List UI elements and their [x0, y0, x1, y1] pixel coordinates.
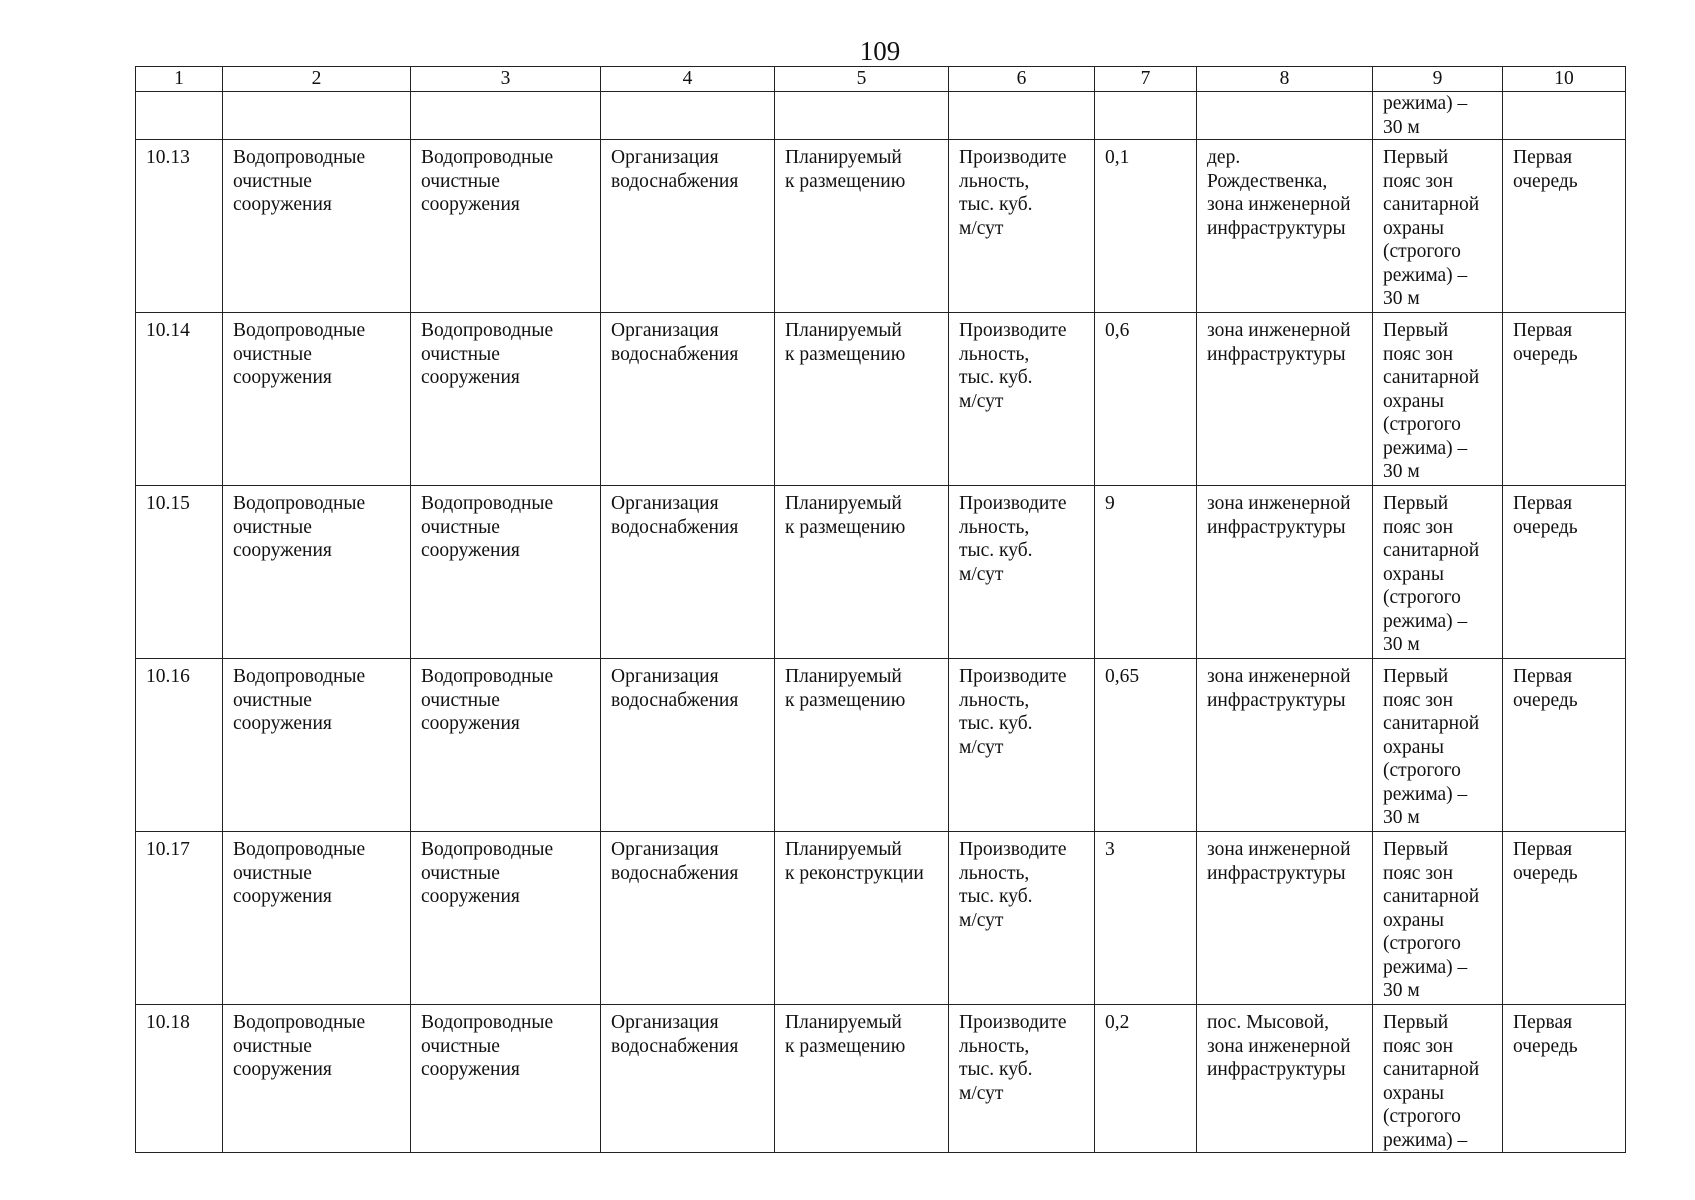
table-row	[136, 313, 1626, 486]
status-cell	[775, 486, 949, 659]
cell-line: Планируемый	[785, 493, 902, 514]
object-type-cell	[411, 486, 601, 659]
cell-line: Планируемый	[785, 320, 902, 341]
sanitary-zone-cell	[1373, 659, 1503, 832]
cell-line: льность,	[959, 516, 1030, 538]
column-number: 2	[223, 67, 411, 92]
cell-line: м/сут	[959, 563, 1004, 585]
table-row	[136, 140, 1626, 313]
cell-line: инфраструктуры	[1207, 689, 1346, 711]
location-cell	[1197, 313, 1373, 486]
sanitary-zone-cell	[1373, 832, 1503, 1005]
column-number: 10	[1503, 67, 1626, 92]
cell-line: тыс. куб.	[959, 1059, 1033, 1080]
value-cell: 3	[1095, 832, 1197, 1005]
cell-line: Водопроводные	[233, 1012, 366, 1033]
column-number-row	[136, 67, 1626, 92]
cell-line: сооружения	[233, 540, 332, 561]
planned-facilities-table	[135, 66, 1626, 1153]
cell-line: сооружения	[233, 713, 332, 734]
cell-line: Первая	[1513, 839, 1573, 860]
characteristic-cell	[949, 832, 1095, 1005]
cell-line: охраны	[1383, 736, 1444, 758]
cell-line: инфраструктуры	[1207, 862, 1346, 884]
sanitary-zone-cell	[1373, 1005, 1503, 1153]
cell-line: Первый	[1383, 493, 1449, 514]
cell-line: (строгого	[1383, 587, 1461, 608]
row-number-cell: 10.13	[136, 140, 223, 313]
table-row	[136, 486, 1626, 659]
cell-line: Производите	[959, 666, 1067, 687]
cell-line: к реконструкции	[785, 862, 924, 884]
page-number: 109	[859, 36, 901, 66]
cell-line: м/сут	[959, 736, 1004, 758]
table-cell	[136, 92, 223, 140]
value-cell: 9	[1095, 486, 1197, 659]
cell-line: Планируемый	[785, 147, 902, 168]
row-number-cell: 10.14	[136, 313, 223, 486]
cell-line: водоснабжения	[611, 343, 739, 365]
location-cell	[1197, 659, 1373, 832]
table-cell	[949, 92, 1095, 140]
table-cell	[1197, 92, 1373, 140]
cell-line: инфраструктуры	[1207, 217, 1346, 239]
purpose-cell	[601, 832, 775, 1005]
cell-line: м/сут	[959, 1082, 1004, 1104]
column-number: 4	[601, 67, 775, 92]
table-cell	[601, 92, 775, 140]
cell-line: Планируемый	[785, 1012, 902, 1033]
cell-line: тыс. куб.	[959, 194, 1033, 215]
cell-line: сооружения	[421, 367, 520, 388]
cell-line: санитарной	[1383, 194, 1480, 215]
cell-line: Производите	[959, 1012, 1067, 1033]
characteristic-cell	[949, 486, 1095, 659]
cell-line: санитарной	[1383, 713, 1480, 734]
object-type-cell	[411, 1005, 601, 1153]
cell-line: сооружения	[421, 713, 520, 734]
cell-line: сооружения	[233, 367, 332, 388]
cell-line: охраны	[1383, 217, 1444, 239]
cell-line: Производите	[959, 147, 1067, 168]
cell-line: очистные	[233, 1035, 312, 1057]
table-row	[136, 1005, 1626, 1153]
cell-line: (строгого	[1383, 760, 1461, 781]
row-number-cell: 10.18	[136, 1005, 223, 1153]
cell-line: режима) –	[1383, 93, 1468, 114]
row-number-cell: 10.15	[136, 486, 223, 659]
object-name-cell	[223, 313, 411, 486]
cell-line: Планируемый	[785, 666, 902, 687]
cell-line: льность,	[959, 1035, 1030, 1057]
cell-line: охраны	[1383, 563, 1444, 585]
cell-line: пояс зон	[1383, 516, 1454, 538]
cell-line: зона инженерной	[1207, 320, 1351, 341]
object-name-cell	[223, 140, 411, 313]
cell-line: Водопроводные	[233, 147, 366, 168]
cell-line: 30 м	[1383, 634, 1420, 655]
cell-line: режима) –	[1383, 264, 1468, 286]
cell-line: льность,	[959, 170, 1030, 192]
cell-line: м/сут	[959, 217, 1004, 239]
stage-cell	[1503, 832, 1626, 1005]
cell-line: водоснабжения	[611, 170, 739, 192]
cell-line: Водопроводные	[421, 493, 554, 514]
stage-cell	[1503, 659, 1626, 832]
table-body	[136, 140, 1626, 1153]
cell-line: Водопроводные	[233, 666, 366, 687]
cell-line: Первый	[1383, 839, 1449, 860]
object-name-cell	[223, 832, 411, 1005]
purpose-cell	[601, 313, 775, 486]
status-cell	[775, 832, 949, 1005]
cell-line: очередь	[1513, 1035, 1578, 1057]
cell-line: санитарной	[1383, 1059, 1480, 1080]
cell-line: очередь	[1513, 516, 1578, 538]
cell-line: режима) –	[1383, 1129, 1468, 1151]
sanitary-zone-cell	[1373, 140, 1503, 313]
cell-line: санитарной	[1383, 367, 1480, 388]
cell-line: Организация	[611, 147, 719, 168]
cell-line: очередь	[1513, 343, 1578, 365]
status-cell	[775, 313, 949, 486]
cell-line: сооружения	[233, 886, 332, 907]
cell-line: очистные	[233, 170, 312, 192]
cell-line: зона инженерной	[1207, 194, 1351, 215]
cell-line: охраны	[1383, 909, 1444, 931]
cell-line: Организация	[611, 493, 719, 514]
cell-line: 30 м	[1383, 807, 1420, 828]
cell-line: санитарной	[1383, 886, 1480, 907]
row-number-cell: 10.17	[136, 832, 223, 1005]
cell-line: Водопроводные	[421, 1012, 554, 1033]
cell-line: режима) –	[1383, 956, 1468, 978]
cell-line: льность,	[959, 862, 1030, 884]
cell-line: санитарной	[1383, 540, 1480, 561]
sanitary-zone-cell	[1373, 92, 1503, 140]
cell-line: Водопроводные	[421, 666, 554, 687]
value-cell: 0,2	[1095, 1005, 1197, 1153]
cell-line: очистные	[421, 516, 500, 538]
cell-line: пояс зон	[1383, 689, 1454, 711]
sanitary-zone-cell	[1373, 313, 1503, 486]
status-cell	[775, 140, 949, 313]
cell-line: Первый	[1383, 666, 1449, 687]
cell-line: сооружения	[233, 194, 332, 215]
cell-line: Водопроводные	[421, 147, 554, 168]
location-cell	[1197, 1005, 1373, 1153]
table-cell	[1095, 92, 1197, 140]
status-cell	[775, 659, 949, 832]
object-name-cell	[223, 1005, 411, 1153]
cell-line: режима) –	[1383, 437, 1468, 459]
cell-line: льность,	[959, 689, 1030, 711]
characteristic-cell	[949, 659, 1095, 832]
object-type-cell	[411, 832, 601, 1005]
cell-line: инфраструктуры	[1207, 516, 1346, 538]
cell-line: пояс зон	[1383, 343, 1454, 365]
object-type-cell	[411, 313, 601, 486]
cell-line: очистные	[421, 343, 500, 365]
location-cell	[1197, 486, 1373, 659]
cell-line: инфраструктуры	[1207, 1059, 1346, 1080]
cell-line: Организация	[611, 320, 719, 341]
cell-line: Планируемый	[785, 839, 902, 860]
cell-line: Первая	[1513, 147, 1573, 168]
column-number: 5	[775, 67, 949, 92]
value-cell: 0,1	[1095, 140, 1197, 313]
stage-cell	[1503, 313, 1626, 486]
cell-line: очередь	[1513, 862, 1578, 884]
cell-line: Первая	[1513, 666, 1573, 687]
cell-line: льность,	[959, 343, 1030, 365]
cell-line: 30 м	[1383, 980, 1420, 1001]
cell-line: Первый	[1383, 1012, 1449, 1033]
cell-line: очередь	[1513, 170, 1578, 192]
cell-line: пос. Мысовой,	[1207, 1012, 1330, 1033]
cell-line: к размещению	[785, 1035, 906, 1057]
value-cell: 0,6	[1095, 313, 1197, 486]
table-cell	[775, 92, 949, 140]
cell-line: зона инженерной	[1207, 1035, 1351, 1057]
cell-line: сооружения	[421, 1059, 520, 1080]
cell-line: очистные	[233, 516, 312, 538]
cell-line: Рождественка,	[1207, 170, 1328, 192]
table-cell	[223, 92, 411, 140]
cell-line: Производите	[959, 493, 1067, 514]
object-name-cell	[223, 659, 411, 832]
location-cell	[1197, 140, 1373, 313]
sanitary-zone-cell	[1373, 486, 1503, 659]
purpose-cell	[601, 659, 775, 832]
value-cell: 0,65	[1095, 659, 1197, 832]
cell-line: к размещению	[785, 343, 906, 365]
cell-line: водоснабжения	[611, 1035, 739, 1057]
cell-line: инфраструктуры	[1207, 343, 1346, 365]
cell-line: Водопроводные	[421, 320, 554, 341]
cell-line: Производите	[959, 839, 1067, 860]
cell-line: м/сут	[959, 909, 1004, 931]
column-number: 9	[1373, 67, 1503, 92]
cell-line: Организация	[611, 666, 719, 687]
stage-cell	[1503, 140, 1626, 313]
table-row	[136, 832, 1626, 1005]
cell-line: зона инженерной	[1207, 666, 1351, 687]
row-number-cell: 10.16	[136, 659, 223, 832]
cell-line: к размещению	[785, 516, 906, 538]
cell-line: очистные	[421, 170, 500, 192]
cell-line: тыс. куб.	[959, 367, 1033, 388]
characteristic-cell	[949, 140, 1095, 313]
characteristic-cell	[949, 1005, 1095, 1153]
cell-line: очистные	[421, 862, 500, 884]
cell-line: (строгого	[1383, 933, 1461, 954]
cell-line: Первый	[1383, 320, 1449, 341]
cell-line: водоснабжения	[611, 516, 739, 538]
cell-line: м/сут	[959, 390, 1004, 412]
column-number: 8	[1197, 67, 1373, 92]
cell-line: Организация	[611, 839, 719, 860]
cell-line: Водопроводные	[233, 839, 366, 860]
object-type-cell	[411, 140, 601, 313]
cell-line: очистные	[233, 862, 312, 884]
cell-line: очистные	[233, 689, 312, 711]
cell-line: режима) –	[1383, 783, 1468, 805]
cell-line: 30 м	[1383, 288, 1420, 309]
cell-line: тыс. куб.	[959, 713, 1033, 734]
cell-line: зона инженерной	[1207, 493, 1351, 514]
table-row	[136, 659, 1626, 832]
cell-line: очистные	[421, 689, 500, 711]
cell-line: зона инженерной	[1207, 839, 1351, 860]
cell-line: сооружения	[233, 1059, 332, 1080]
table-cell	[411, 92, 601, 140]
continuation-row	[136, 92, 1626, 140]
cell-line: очистные	[421, 1035, 500, 1057]
cell-line: сооружения	[421, 194, 520, 215]
status-cell	[775, 1005, 949, 1153]
cell-line: (строгого	[1383, 241, 1461, 262]
cell-line: Организация	[611, 1012, 719, 1033]
column-number: 6	[949, 67, 1095, 92]
purpose-cell	[601, 486, 775, 659]
column-number: 3	[411, 67, 601, 92]
column-number: 7	[1095, 67, 1197, 92]
cell-line: 30 м	[1383, 116, 1420, 138]
stage-cell	[1503, 1005, 1626, 1153]
cell-line: пояс зон	[1383, 170, 1454, 192]
characteristic-cell	[949, 313, 1095, 486]
cell-line: пояс зон	[1383, 1035, 1454, 1057]
cell-line: (строгого	[1383, 414, 1461, 435]
purpose-cell	[601, 1005, 775, 1153]
cell-line: 30 м	[1383, 461, 1420, 482]
location-cell	[1197, 832, 1373, 1005]
cell-line: сооружения	[421, 886, 520, 907]
object-type-cell	[411, 659, 601, 832]
cell-line: Первая	[1513, 1012, 1573, 1033]
cell-line: Водопроводные	[233, 320, 366, 341]
cell-line: Первая	[1513, 320, 1573, 341]
cell-line: к размещению	[785, 170, 906, 192]
cell-line: охраны	[1383, 390, 1444, 412]
cell-line: Первый	[1383, 147, 1449, 168]
table-cell	[1503, 92, 1626, 140]
cell-line: водоснабжения	[611, 689, 739, 711]
cell-line: (строгого	[1383, 1106, 1461, 1127]
cell-line: тыс. куб.	[959, 886, 1033, 907]
cell-line: дер.	[1207, 147, 1241, 168]
cell-line: Первая	[1513, 493, 1573, 514]
cell-line: пояс зон	[1383, 862, 1454, 884]
cell-line: Водопроводные	[421, 839, 554, 860]
cell-line: водоснабжения	[611, 862, 739, 884]
cell-line: охраны	[1383, 1082, 1444, 1104]
stage-cell	[1503, 486, 1626, 659]
cell-line: к размещению	[785, 689, 906, 711]
cell-line: тыс. куб.	[959, 540, 1033, 561]
column-number: 1	[136, 67, 223, 92]
cell-line: режима) –	[1383, 610, 1468, 632]
purpose-cell	[601, 140, 775, 313]
cell-line: Производите	[959, 320, 1067, 341]
cell-line: очистные	[233, 343, 312, 365]
object-name-cell	[223, 486, 411, 659]
cell-line: Водопроводные	[233, 493, 366, 514]
cell-line: сооружения	[421, 540, 520, 561]
cell-line: очередь	[1513, 689, 1578, 711]
